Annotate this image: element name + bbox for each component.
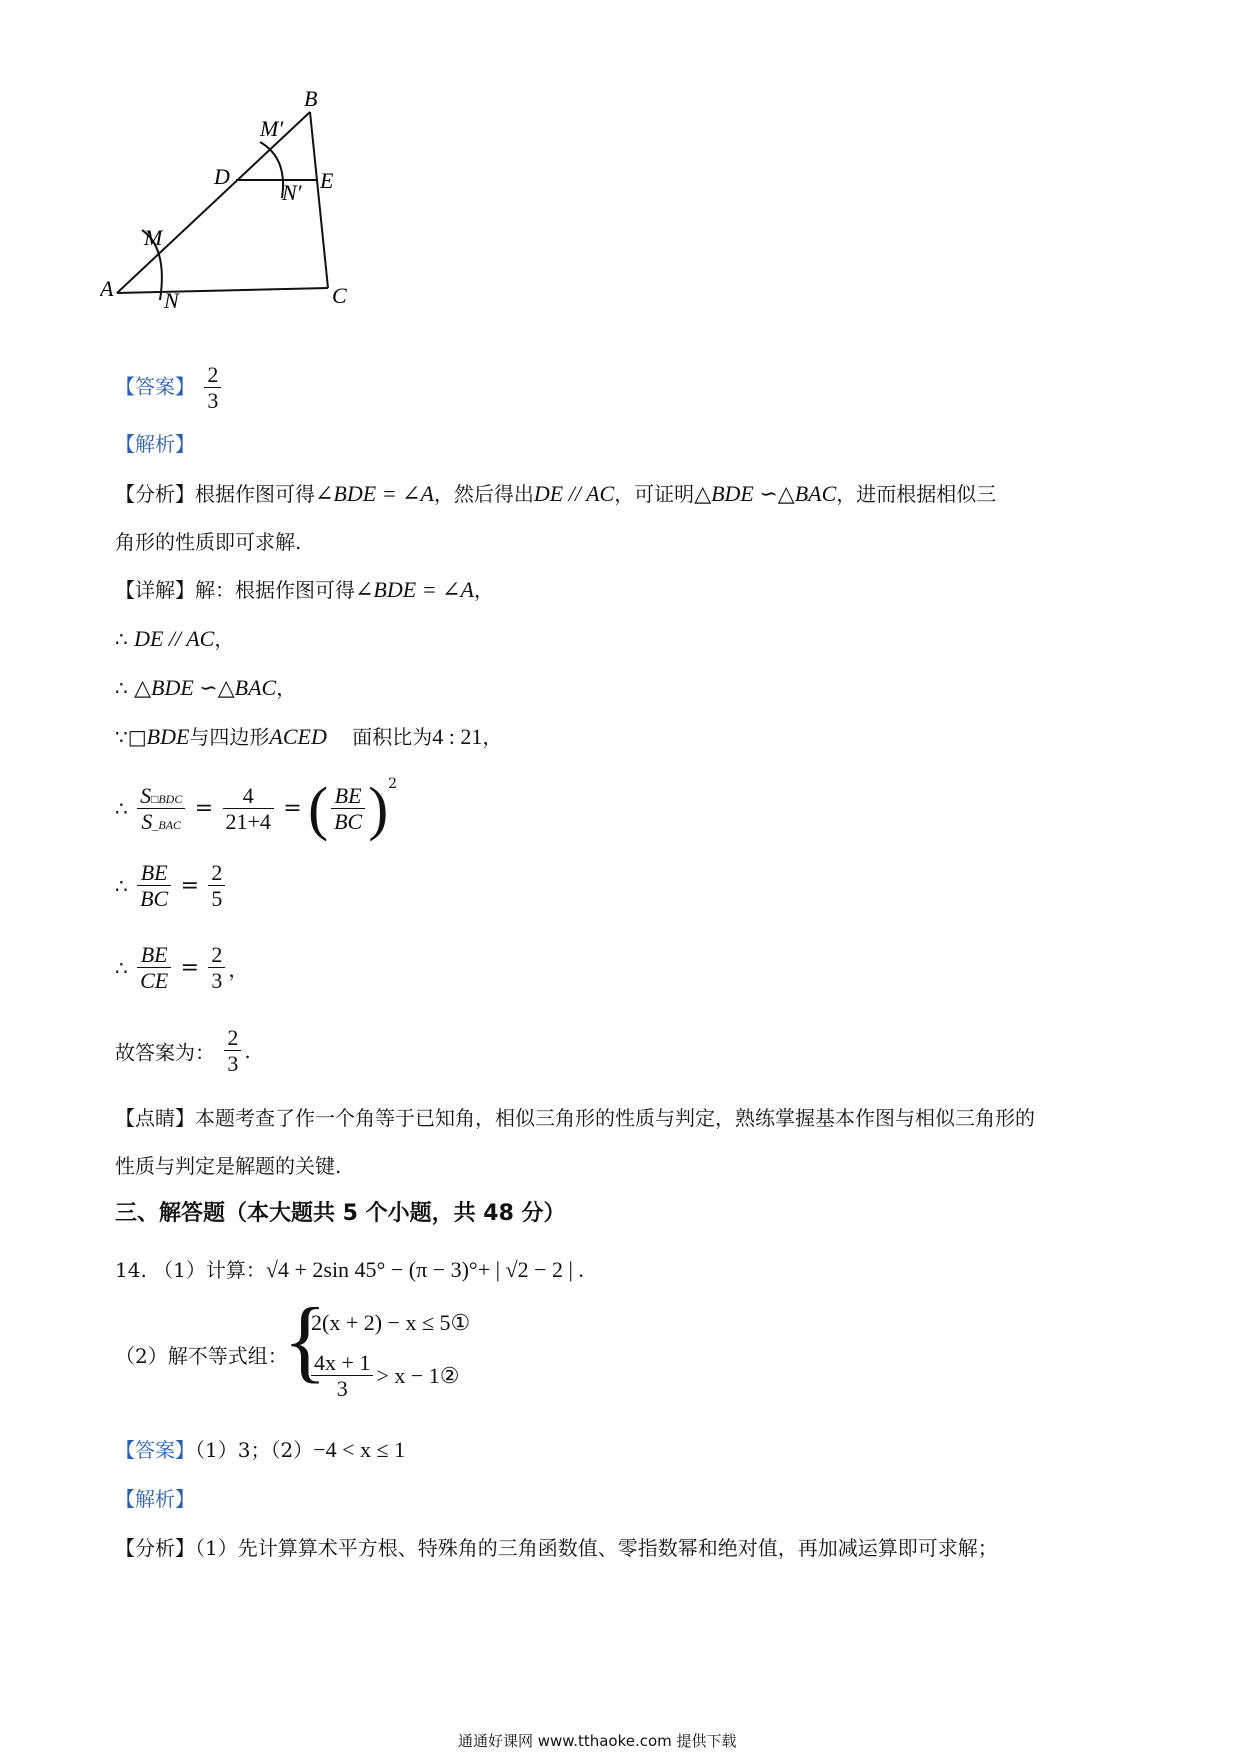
- label-c: C: [332, 283, 347, 308]
- inequality-2-fraction: [311, 1350, 373, 1402]
- final-answer-line: [115, 1025, 251, 1077]
- left-brace: {: [283, 1289, 328, 1391]
- be-ce-fraction: [137, 942, 171, 994]
- left-paren: (: [308, 775, 329, 842]
- inequality-2-rest: > x − 1②: [376, 1362, 460, 1388]
- exponent: 2: [388, 776, 398, 792]
- subscript: □BDC: [151, 791, 183, 806]
- denominator: 3: [227, 1051, 239, 1077]
- numerator: 2: [208, 860, 225, 886]
- placeholder-box: □: [127, 725, 147, 749]
- therefore-symbol: ∴: [115, 796, 128, 821]
- step-4-text-2: 面积比为: [352, 725, 433, 749]
- dianjing-label: 【点睛】: [115, 1106, 195, 1130]
- step-4-math-2: ACED: [269, 724, 327, 749]
- step-4-text-1: 与四边形: [189, 725, 270, 749]
- step-7: [115, 942, 248, 994]
- answer-line: [115, 362, 224, 414]
- denominator: 5: [211, 886, 223, 912]
- equals-sign: =: [180, 955, 200, 981]
- fenxi-line-1: [115, 480, 996, 508]
- q14-analysis-label: 【解析】: [115, 1487, 195, 1511]
- fenxi-math-1: ∠BDE = ∠A: [315, 481, 434, 506]
- step-4-ratio: 4 : 21: [432, 724, 483, 749]
- detail-line: [115, 576, 494, 604]
- fenxi-line-2: 角形的性质即可求解.: [115, 530, 302, 554]
- numerator: 4x + 1: [311, 1350, 373, 1376]
- denominator: 3: [211, 968, 223, 994]
- fenxi-text-1: 根据作图可得: [195, 482, 315, 506]
- denominator: 3: [336, 1376, 348, 1402]
- inequality-2: [311, 1350, 459, 1402]
- q14-part-2: [115, 1289, 715, 1410]
- step-4-math-1: BDE: [146, 724, 190, 749]
- therefore-symbol: ∴: [115, 955, 128, 980]
- denominator: CE: [140, 968, 169, 994]
- analysis-label: 【解析】: [115, 432, 195, 456]
- denominator: BC: [140, 886, 169, 912]
- numerator: 2: [208, 942, 225, 968]
- dianjing-line-2: 性质与判定是解题的关键.: [115, 1154, 342, 1178]
- numerator: 4: [223, 783, 274, 809]
- page-footer: 通通好课网 www.tthaoke.com 提供下载: [458, 1732, 737, 1750]
- step-2-end: ，: [214, 627, 235, 651]
- subscript: _BAC: [152, 818, 182, 832]
- step-5: [115, 775, 398, 842]
- fenxi-math-2: DE // AC: [533, 481, 615, 506]
- answer-label: 【答案】: [115, 1438, 195, 1462]
- area-ratio-fraction: [137, 783, 185, 835]
- label-d: D: [214, 164, 230, 189]
- be-bc-fraction: [137, 860, 171, 912]
- right-paren: ): [368, 775, 389, 842]
- section-3-title: 三、解答题（本大题共 5 个小题，共 48 分）: [115, 1201, 566, 1226]
- step-3-end: ，: [276, 676, 297, 700]
- step-3: [115, 674, 296, 702]
- label-m-prime: M′: [260, 116, 284, 141]
- ratio-fraction: [208, 860, 225, 912]
- s-symbol: S: [141, 809, 153, 834]
- label-a: A: [100, 276, 114, 301]
- step-6: [115, 860, 228, 912]
- answer-numerator: 2: [204, 362, 221, 388]
- step-4-end: ，: [482, 725, 503, 749]
- ratio-fraction: [208, 942, 225, 994]
- detail-text-2: ，: [473, 578, 494, 602]
- fenxi-math-3: △BDE ∽△BAC: [694, 481, 837, 506]
- final-fraction: [224, 1025, 241, 1077]
- inequality-1: 2(x + 2) − x ≤ 5①: [311, 1310, 471, 1335]
- question-number: 14.: [115, 1258, 147, 1282]
- label-b: B: [304, 90, 318, 111]
- fenxi-text-4: ，进而根据相似三: [836, 482, 997, 506]
- segment-ac: [117, 288, 328, 293]
- part-2-label: （2）解不等式组：: [115, 1344, 288, 1368]
- therefore-symbol: ∴: [115, 627, 128, 651]
- because-symbol: ∵: [115, 725, 128, 749]
- denominator: 21+4: [225, 809, 271, 834]
- segment-bc: [310, 112, 328, 288]
- part-1-expression: √4 + 2sin 45° − (π − 3)°+ | √2 − 2 | .: [265, 1257, 584, 1282]
- area-numerator: [137, 783, 185, 809]
- q14-fenxi-line: [115, 1534, 998, 1562]
- step-4: [115, 723, 502, 751]
- equals-sign: =: [194, 796, 214, 821]
- numerator: BE: [137, 942, 171, 968]
- dianjing-text-1: 本题考查了作一个角等于已知角，相似三角形的性质与判定，熟练掌握基本作图与相似三角形的: [195, 1106, 1035, 1130]
- fenxi-text: （1）先计算算术平方根、特殊角的三角函数值、零指数幂和绝对值，再加减运算即可求解；: [195, 1536, 998, 1560]
- part-1-label: （1）计算：: [153, 1258, 266, 1282]
- geometry-figure: [100, 90, 400, 350]
- label-n-prime: N′: [282, 180, 302, 205]
- numerator: 2: [224, 1025, 241, 1051]
- arc-m-prime-n-prime: [260, 142, 283, 198]
- step-7-end: ，: [228, 957, 249, 982]
- denominator: BC: [334, 809, 363, 834]
- final-text: 故答案为：: [115, 1040, 215, 1065]
- answer-label: 【答案】: [115, 374, 195, 399]
- numerator: BE: [331, 783, 365, 809]
- answer-denominator: 3: [207, 388, 219, 414]
- dianjing-line-1: [115, 1104, 1035, 1132]
- answer-math: −4 < x ≤ 1: [313, 1437, 406, 1462]
- detail-label: 【详解】: [115, 578, 195, 602]
- answer-text: （1）3；（2）: [195, 1438, 314, 1462]
- fenxi-label: 【分析】: [115, 1536, 195, 1560]
- fenxi-label: 【分析】: [115, 482, 195, 506]
- step-2: [115, 625, 234, 653]
- s-symbol: S: [140, 782, 152, 808]
- detail-math-1: ∠BDE = ∠A: [355, 577, 474, 602]
- area-denominator: [137, 809, 185, 834]
- side-ratio-fraction: [331, 783, 365, 835]
- label-e: E: [320, 168, 334, 193]
- label-n: N: [164, 288, 179, 313]
- therefore-symbol: ∴: [115, 676, 128, 700]
- step-3-math: △BDE ∽△BAC: [134, 675, 277, 700]
- fenxi-text-3: ，可证明: [614, 482, 695, 506]
- answer-fraction: [204, 362, 221, 414]
- step-2-math: DE // AC: [134, 626, 215, 651]
- final-end: .: [244, 1038, 251, 1063]
- fenxi-text-2: ，然后得出: [433, 482, 534, 506]
- q14-answer-line: [115, 1436, 405, 1464]
- equals-sign: =: [180, 873, 200, 899]
- equals-sign: =: [283, 796, 302, 821]
- detail-text-1: 解：根据作图可得: [195, 578, 355, 602]
- label-m: M: [144, 225, 163, 250]
- numerator: BE: [137, 860, 171, 886]
- numeric-fraction: [223, 783, 274, 835]
- therefore-symbol: ∴: [115, 873, 128, 898]
- q14-part-1: [115, 1256, 584, 1284]
